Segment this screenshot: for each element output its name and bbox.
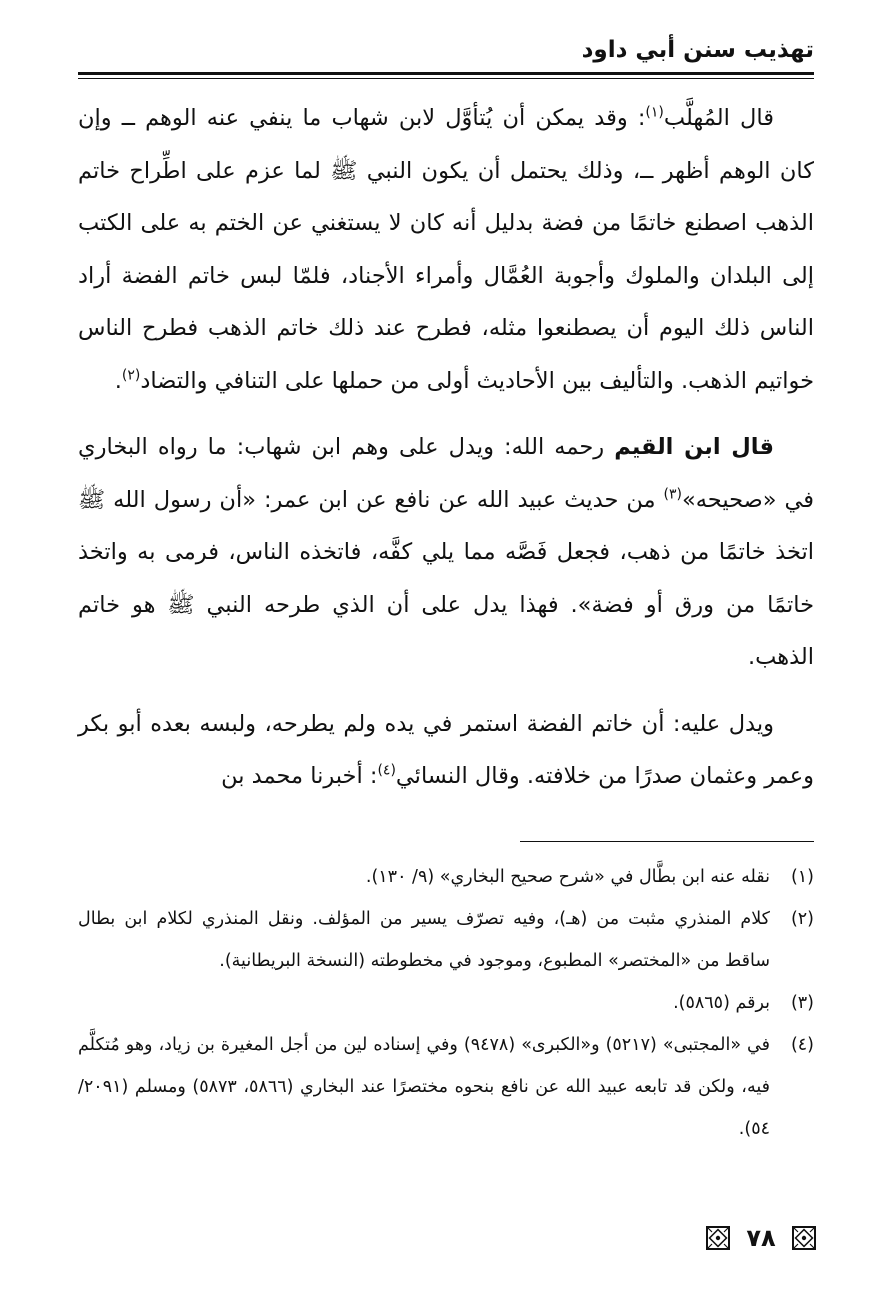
footnote-number: (١) (790, 867, 814, 887)
page-footer (706, 1218, 816, 1258)
paragraph-text: ويدل عليه: أن خاتم الفضة استمر في يده ولم يطرحه، ولبسه بعده أبو بكر وعمر وعثمان صدرًا من خلافته. وقال النسائي (78, 710, 814, 789)
running-title: تهذيب سنن أبي داود (581, 37, 814, 63)
footnote-ref-1[interactable]: (١) (645, 104, 664, 121)
header-rule-thin (78, 78, 814, 79)
header-rule-thick (78, 72, 814, 75)
footnote-item (78, 898, 814, 982)
speaker-ibn-qayyim: قال ابن القيم (614, 434, 774, 460)
footnote-text: نقله عنه ابن بطَّال في «شرح صحيح البخاري» (٩/ ١٣٠). (365, 867, 770, 887)
footnote-ref-3[interactable]: (٣) (663, 486, 682, 502)
main-text (78, 92, 814, 803)
honorific: رحمه الله (511, 434, 615, 460)
paragraph-text: من حديث عبيد الله عن نافع عن ابن عمر: «أن رسول الله ﷺ اتخذ خاتمًا من ذهب، فجعل فَصَّه مما يلي كفَّه، فاتخذه الناس، فرمى به واتخذ خاتمًا من ورق أو فضة». فهذا يدل على أن الذي طرحه النبي ﷺ هو خاتم الذهب. (78, 486, 814, 670)
footnote-number: (٣) (790, 993, 814, 1013)
footnote-text: برقم (٥٨٦٥). (673, 993, 770, 1013)
footnote-ref-2[interactable]: (٢) (121, 367, 141, 383)
paragraph-evidence (78, 698, 814, 803)
footnote-item (78, 856, 814, 898)
footnote-number: (٢) (790, 909, 814, 929)
footnotes (78, 856, 814, 1150)
footnote-item (78, 1024, 814, 1150)
ornament-square-icon (706, 1226, 730, 1250)
speaker-muhallab: قال المُهلَّب (663, 105, 774, 131)
paragraph-end: . (114, 367, 122, 394)
page-number: ٧٨ (746, 1224, 776, 1252)
paragraph-muhallab (78, 92, 814, 407)
footnote-ref-4[interactable]: (٤) (377, 762, 396, 779)
paragraph-ibn-qayyim (78, 421, 814, 684)
footnote-text: كلام المنذري مثبت من (هـ)، وفيه تصرّف يسير من المؤلف. ونقل المنذري لكلام ابن بطال ساقط من «المختصر» المطبوع، وموجود في مخطوطته (النسخة البريطانية). (78, 909, 770, 971)
ornament-square-icon (792, 1226, 816, 1250)
paragraph-text: : ويدل على وهم ابن شهاب: ما رواه البخاري في «صحيحه» (78, 434, 814, 513)
paragraph-text: : أخبرنا محمد بن (221, 763, 378, 789)
footnote-item (78, 982, 814, 1024)
paragraph-text: : وقد يمكن أن يُتأوَّل لابن شهاب ما ينفي عنه الوهم ــ وإن كان الوهم أظهر ــ، وذلك يحتمل أن يكون النبي ﷺ لما عزم على اطِّراح خاتم الذهب اصطنع خاتمًا من فضة بدليل أنه كان لا يستغني عن الختم به على الكتب إلى البلدان والملوك وأجوبة العُمَّال وأمراء الأجناد، فلمّا لبس خاتم الفضة أراد الناس ذلك اليوم أن يصطنعوا مثله، فطرح عند ذلك خاتم الذهب فطرح الناس خواتيم الذهب. والتأليف بين الأحاديث أولى من حملها على التنافي والتضاد (78, 105, 814, 394)
footnote-separator (520, 841, 814, 842)
footnote-text: في «المجتبى» (٥٢١٧) و«الكبرى» (٩٤٧٨) وفي إسناده لين من أجل المغيرة بن زياد، وهو مُتكلَّم فيه، ولكن قد تابعه عبيد الله عن نافع بنحوه مختصرًا عند البخاري (٥٨٦٦، ٥٨٧٣) ومسلم (٢٠٩١/ ٥٤). (78, 1035, 771, 1139)
footnote-number: (٤) (790, 1035, 814, 1055)
